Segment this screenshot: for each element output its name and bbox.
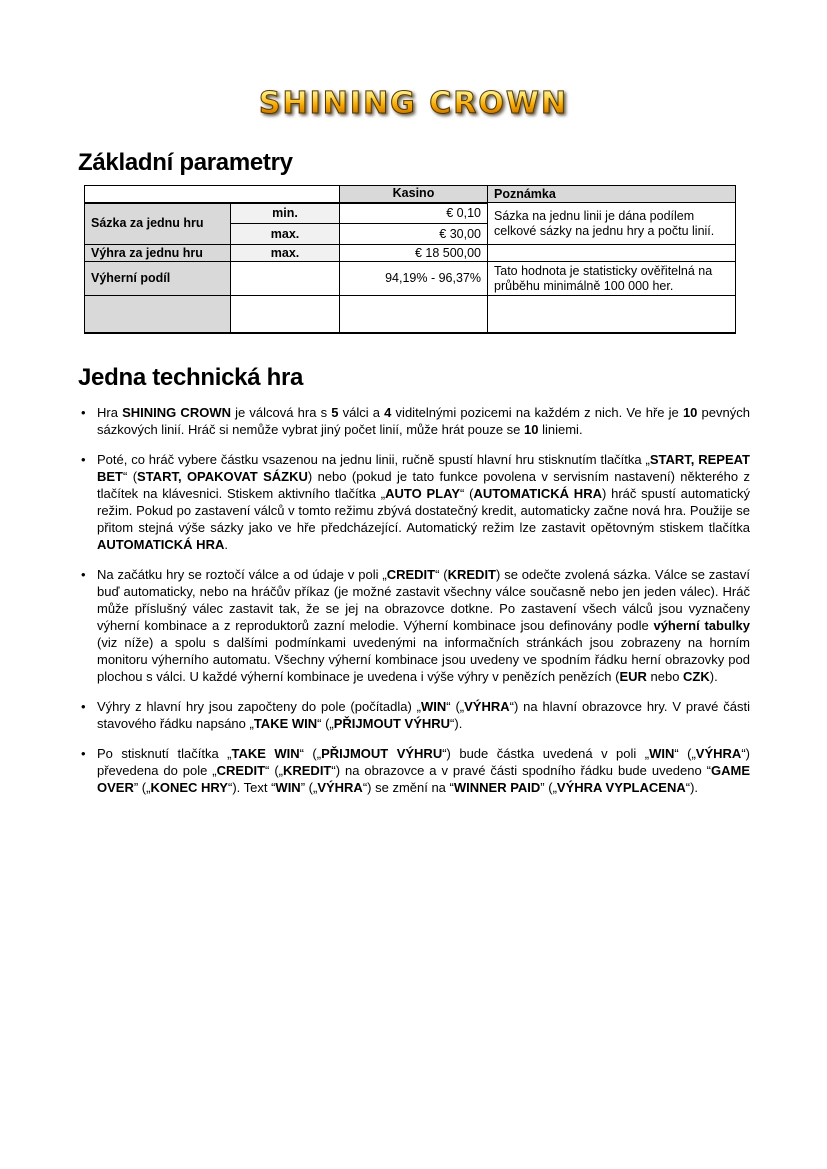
bullet-text-bold: CREDIT <box>216 762 266 778</box>
bullet-text: ) se odečte zvolená sázka. Válce se zastaví buď automaticky, nebo na hráčův příkaz (je možné zastavit všechny válce současně nebo jen jeden válec). Hráč může příslušný válec zastavit tak, že se jej na obrazovce dotkne. Po zastavení všech válců jsou vyznačeny výherní kombinace a z reproduktorů zazní melodie. Výherní kombinace jsou definovány podle <box>97 566 750 633</box>
bullet-text: liniemi. <box>538 421 583 437</box>
bullet-text: “). <box>450 715 463 731</box>
bullet-text-bold: VÝHRA VYPLACENA <box>556 779 686 795</box>
basic-parameters-table <box>84 185 736 334</box>
bullet-text: “ („ <box>265 762 283 778</box>
bullet-text: ). <box>709 668 718 684</box>
table-header-spacer <box>85 186 340 203</box>
sazka-label-cell: Sázka za jednu hru <box>85 203 231 245</box>
basic-parameters-title: Základní parametry <box>78 149 293 176</box>
bullet-text-bold: EUR <box>619 668 647 684</box>
podil-note-cell: Tato hodnota je statisticky ověřitelná na průběhu minimálně 100 000 her. <box>488 262 736 296</box>
bullet-text: ) hráč spustí automatický režim. Pokud po zastavení válců v tomto režimu zbývá dostatečný kredit, automaticky začne nová hra. Použije se přitom stejná výše sázky jako ve hře předcházející. Automatický režim lze zastavit opětovným stiskem tlačítka <box>97 485 751 535</box>
bullet-text-bold: TAKE WIN <box>253 715 318 731</box>
bullet-text-bold: AUTO PLAY <box>385 485 460 501</box>
bullet-text: (viz níže) a spolu s dalšími podmínkami uvedenými na informačních stránkách jsou zobrazeny na horním monitoru výherního automatu. Všechny výherní kombinace jsou uvedeny ve spodním řádku herní obrazovky pod plochou s válci. U každé výherní kombinace je uvedena i výše výhry v penězích penězích ( <box>97 634 750 684</box>
bullet-text-bold: SHINING CROWN <box>122 404 231 420</box>
bullet-text-bold: 4 <box>384 404 392 420</box>
bullet-text: Poté, co hráč vybere částku vsazenou na jednu linii, ručně spustí hlavní hru stisknutím tlačítka „ <box>97 451 650 467</box>
bullet-text-bold: AUTOMATICKÁ HRA <box>473 485 602 501</box>
bullet-text-bold: KREDIT <box>282 762 332 778</box>
bullet-dot-icon: • <box>81 566 86 582</box>
bullet-text: . <box>224 536 228 552</box>
page-content <box>0 149 827 796</box>
bullet-text-bold: WIN <box>649 745 675 761</box>
bullet-text-bold: TAKE WIN <box>231 745 300 761</box>
bullet-text-bold: WINNER PAID <box>453 779 541 795</box>
bullet-dot-icon: • <box>81 404 86 420</box>
sazka-max-label-cell: max. <box>231 224 340 245</box>
bullet-text: Po stisknutí tlačítka „ <box>97 745 232 761</box>
table-row-empty <box>85 296 736 333</box>
bullet-item <box>78 451 750 553</box>
bullet-dot-icon: • <box>81 745 86 761</box>
bullet-item <box>78 698 750 732</box>
bullet-text: “). Text “ <box>227 779 276 795</box>
empty-label-cell <box>85 296 231 333</box>
table-header-row <box>85 186 736 203</box>
bullet-text: “) se změní na “ <box>362 779 454 795</box>
bullet-text: ” („ <box>133 779 151 795</box>
bullet-text-bold: 10 <box>524 421 539 437</box>
vyhra-label-cell: Výhra za jednu hru <box>85 245 231 262</box>
bullet-text: “) na hlavní obrazovce hry. V pravé části stavového řádku napsáno „ <box>97 698 750 731</box>
bullet-text: “) převedena do pole „ <box>97 745 750 778</box>
bullet-text-bold: 10 <box>682 404 698 420</box>
bullet-text-bold: VÝHRA <box>317 779 363 795</box>
sazka-note-cell: Sázka na jednu linii je dána podílem celkové sázky na jednu hry a počtu linií. <box>488 203 736 245</box>
bullet-text: Na začátku hry se roztočí válce a od údaje v poli „ <box>97 566 387 582</box>
technical-game-title: Jedna technická hra <box>78 363 304 391</box>
bullet-text: ) nebo (pokud je tato funkce povolena v servisním nastavení) některého z tlačítek na klávesnici. Stiskem aktivního tlačítka „ <box>97 468 750 501</box>
bullet-text: “ („ <box>317 715 334 731</box>
bullet-item <box>78 566 750 685</box>
bullet-text: “) na obrazovce a v pravé části spodního řádku bude uvedeno “ <box>331 762 711 778</box>
bullet-text-bold: CREDIT <box>386 566 436 582</box>
bullet-text: ” („ <box>540 779 557 795</box>
bullet-text-bold: VÝHRA <box>695 745 742 761</box>
shining-crown-logo: SHINING CROWN <box>258 86 569 121</box>
podil-label-cell: Výherní podíl <box>85 262 231 296</box>
podil-value-cell: 94,19% - 96,37% <box>340 262 488 296</box>
bullet-text-bold: PŘIJMOUT VÝHRU <box>333 715 451 731</box>
bullet-text-bold: AUTOMATICKÁ HRA <box>97 536 225 552</box>
bullet-item <box>78 404 750 438</box>
bullet-text-bold: KREDIT <box>447 566 496 582</box>
empty-sub-cell <box>231 296 340 333</box>
bullet-text-bold: GAME OVER <box>97 762 750 795</box>
bullet-text: “ („ <box>674 745 696 761</box>
bullet-text: je válcová hra s <box>230 404 332 420</box>
sazka-min-label-cell: min. <box>231 203 340 224</box>
technical-game-bullets <box>78 404 750 796</box>
bullet-text: “ („ <box>446 698 465 714</box>
bullet-text: “ ( <box>435 566 448 582</box>
bullet-text-bold: VÝHRA <box>464 698 510 714</box>
bullet-text-bold: PŘIJMOUT VÝHRU <box>321 745 443 761</box>
bullet-text-bold: CZK <box>683 668 710 684</box>
bullet-item <box>78 745 750 796</box>
logo-container <box>0 0 827 121</box>
bullet-text: ” („ <box>300 779 318 795</box>
bullet-text: pevných sázkových linií. Hráč si nemůže vybrat jiný počet linií, může hrát pouze se <box>97 404 750 437</box>
poznamka-column-header: Poznámka <box>488 186 736 203</box>
bullet-text: “ ( <box>460 485 474 501</box>
table-row-vyhra <box>85 245 736 262</box>
bullet-dot-icon: • <box>81 698 86 714</box>
bullet-text: Výhry z hlavní hry jsou započteny do pole (počítadla) „ <box>97 698 421 714</box>
bullet-text: “). <box>685 779 699 795</box>
bullet-text: “ („ <box>299 745 322 761</box>
bullet-text: nebo <box>646 668 684 684</box>
bullet-text: Hra <box>97 404 123 420</box>
bullet-text-bold: 5 <box>331 404 339 420</box>
sazka-min-value-cell: € 0,10 <box>340 203 488 224</box>
empty-note-cell <box>488 296 736 333</box>
bullet-text-bold: WIN <box>421 698 447 714</box>
vyhra-note-cell <box>488 245 736 262</box>
bullet-text: “) bude částka uvedená v poli „ <box>442 745 650 761</box>
empty-value-cell <box>340 296 488 333</box>
table-row-podil <box>85 262 736 296</box>
vyhra-max-label-cell: max. <box>231 245 340 262</box>
sazka-max-value-cell: € 30,00 <box>340 224 488 245</box>
kasino-column-header: Kasino <box>340 186 488 203</box>
table-row-sazka-min <box>85 203 736 224</box>
bullet-text: válci a <box>338 404 385 420</box>
bullet-text-bold: KONEC HRY <box>150 779 228 795</box>
vyhra-max-value-cell: € 18 500,00 <box>340 245 488 262</box>
bullet-text-bold: START, REPEAT BET <box>97 451 750 484</box>
bullet-text: viditelnými pozicemi na každém z nich. Ve hře je <box>391 404 683 420</box>
bullet-dot-icon: • <box>81 451 86 467</box>
bullet-text-bold: WIN <box>275 779 301 795</box>
bullet-text: “ ( <box>123 468 138 484</box>
bullet-text-bold: START, OPAKOVAT SÁZKU <box>137 468 308 484</box>
bullet-text-bold: výherní tabulky <box>653 617 750 633</box>
podil-sub-cell <box>231 262 340 296</box>
